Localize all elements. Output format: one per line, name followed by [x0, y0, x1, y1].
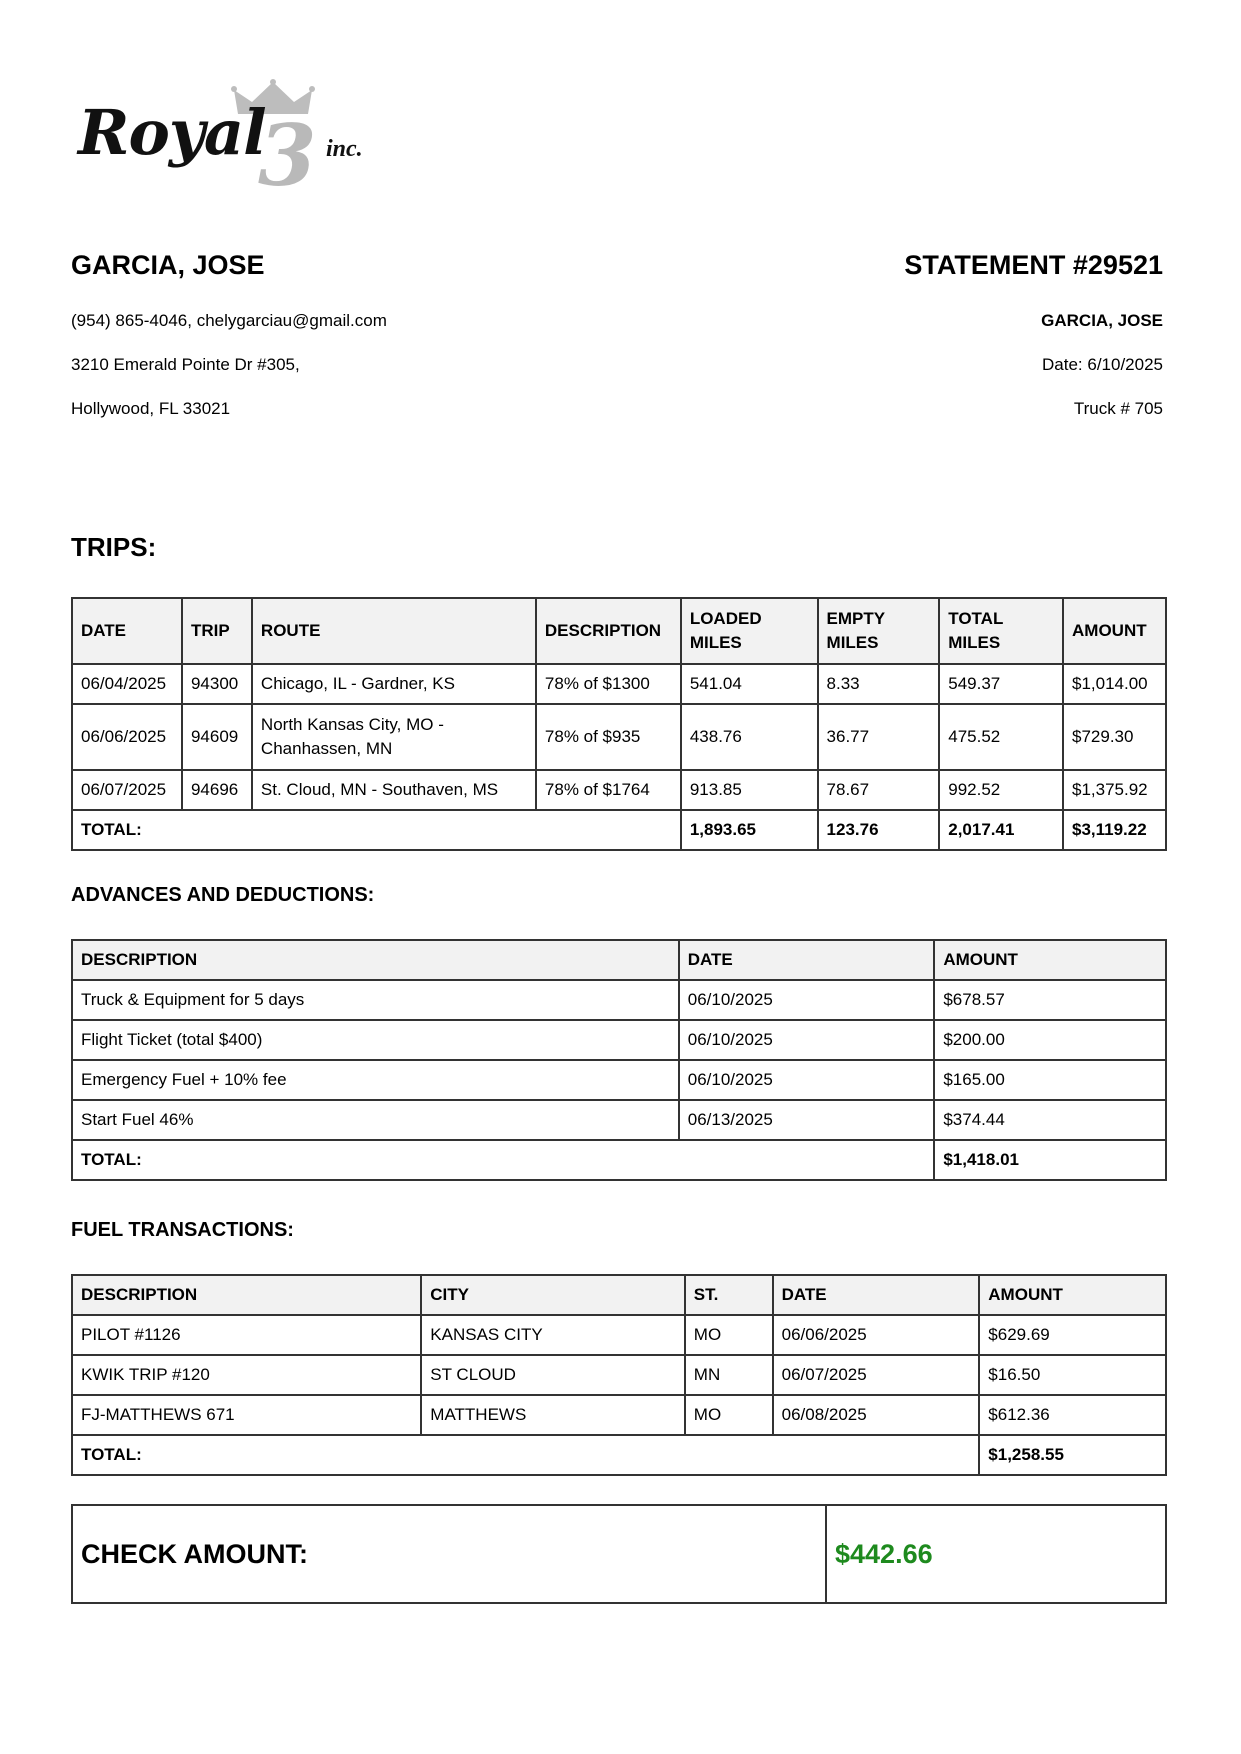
table-cell: ST CLOUD — [421, 1355, 685, 1395]
table-cell: 06/10/2025 — [679, 980, 935, 1020]
advances-header-row — [72, 940, 1166, 980]
total-label: TOTAL: — [72, 1140, 934, 1180]
statement-driver-name: GARCIA, JOSE — [1041, 311, 1163, 330]
total-row — [72, 1140, 1166, 1180]
total-cell: 2,017.41 — [939, 810, 1063, 850]
table-cell: FJ-MATTHEWS 671 — [72, 1395, 421, 1435]
table-row — [72, 1060, 1166, 1100]
total-cell: 1,893.65 — [681, 810, 818, 850]
company-logo — [78, 78, 378, 205]
column-header: TOTAL MILES — [939, 598, 1063, 664]
table-row — [72, 1395, 1166, 1435]
table-cell: $200.00 — [934, 1020, 1166, 1060]
table-cell: 913.85 — [681, 770, 818, 810]
table-cell: 06/07/2025 — [72, 770, 182, 810]
table-cell: $678.57 — [934, 980, 1166, 1020]
table-cell: 78.67 — [818, 770, 940, 810]
table-cell: 06/13/2025 — [679, 1100, 935, 1140]
table-cell: MO — [685, 1315, 773, 1355]
column-header: LOADED MILES — [681, 598, 818, 664]
column-header: CITY — [421, 1275, 685, 1315]
table-cell: Flight Ticket (total $400) — [72, 1020, 679, 1060]
table-cell: Emergency Fuel + 10% fee — [72, 1060, 679, 1100]
fuel-title: FUEL TRANSACTIONS: — [71, 1219, 294, 1241]
table-cell: 06/10/2025 — [679, 1020, 935, 1060]
table-cell: 8.33 — [818, 664, 940, 704]
column-header: AMOUNT — [1063, 598, 1166, 664]
table-cell: $165.00 — [934, 1060, 1166, 1100]
total-label: TOTAL: — [72, 810, 681, 850]
trips-header-row — [72, 598, 1166, 664]
table-cell: PILOT #1126 — [72, 1315, 421, 1355]
table-cell: 06/06/2025 — [72, 704, 182, 770]
table-row — [72, 1355, 1166, 1395]
column-header: AMOUNT — [979, 1275, 1166, 1315]
table-cell: 541.04 — [681, 664, 818, 704]
table-cell: 94609 — [182, 704, 252, 770]
table-cell: St. Cloud, MN - Southaven, MS — [252, 770, 536, 810]
column-header: DATE — [679, 940, 935, 980]
total-cell: $1,418.01 — [934, 1140, 1166, 1180]
column-header: DESCRIPTION — [72, 1275, 421, 1315]
table-row — [72, 664, 1166, 704]
column-header: ST. — [685, 1275, 773, 1315]
total-cell: $3,119.22 — [1063, 810, 1166, 850]
table-cell: 94696 — [182, 770, 252, 810]
driver-address-line1: 3210 Emerald Pointe Dr #305, — [71, 355, 300, 374]
table-row — [72, 704, 1166, 770]
column-header: DESCRIPTION — [536, 598, 681, 664]
table-cell: MATTHEWS — [421, 1395, 685, 1435]
logo-suffix: inc. — [326, 136, 363, 162]
column-header: DESCRIPTION — [72, 940, 679, 980]
total-label: TOTAL: — [72, 1435, 979, 1475]
total-row — [72, 1435, 1166, 1475]
table-row — [72, 1315, 1166, 1355]
table-cell: Start Fuel 46% — [72, 1100, 679, 1140]
check-amount-box — [71, 1504, 1167, 1604]
table-row — [72, 770, 1166, 810]
total-cell: $1,258.55 — [979, 1435, 1166, 1475]
table-cell: 78% of $935 — [536, 704, 681, 770]
table-cell: 06/10/2025 — [679, 1060, 935, 1100]
column-header: DATE — [72, 598, 182, 664]
trips-title: TRIPS: — [71, 532, 157, 562]
table-cell: 06/08/2025 — [773, 1395, 980, 1435]
advances-table — [71, 939, 1167, 1181]
table-row — [72, 1100, 1166, 1140]
table-cell: 78% of $1764 — [536, 770, 681, 810]
fuel-header-row — [72, 1275, 1166, 1315]
table-cell: $374.44 — [934, 1100, 1166, 1140]
table-cell: KWIK TRIP #120 — [72, 1355, 421, 1395]
table-cell: 475.52 — [939, 704, 1063, 770]
table-cell: 438.76 — [681, 704, 818, 770]
column-header: DATE — [773, 1275, 980, 1315]
check-row — [72, 1505, 1166, 1603]
table-cell: 06/06/2025 — [773, 1315, 980, 1355]
table-cell: 06/07/2025 — [773, 1355, 980, 1395]
advances-title: ADVANCES AND DEDUCTIONS: — [71, 884, 375, 906]
column-header: AMOUNT — [934, 940, 1166, 980]
table-cell: $1,014.00 — [1063, 664, 1166, 704]
column-header: EMPTY MILES — [818, 598, 940, 664]
fuel-table — [71, 1274, 1167, 1476]
table-cell: MN — [685, 1355, 773, 1395]
table-cell: $16.50 — [979, 1355, 1166, 1395]
check-amount-value: $442.66 — [826, 1505, 1166, 1603]
table-cell: $1,375.92 — [1063, 770, 1166, 810]
logo-number: 3 — [258, 106, 317, 205]
table-cell: MO — [685, 1395, 773, 1435]
table-row — [72, 1020, 1166, 1060]
table-cell: North Kansas City, MO - Chanhassen, MN — [252, 704, 536, 770]
column-header: ROUTE — [252, 598, 536, 664]
truck-number: Truck # 705 — [1073, 399, 1163, 418]
table-cell: 992.52 — [939, 770, 1063, 810]
table-cell: Truck & Equipment for 5 days — [72, 980, 679, 1020]
table-cell: 06/04/2025 — [72, 664, 182, 704]
table-cell: 94300 — [182, 664, 252, 704]
table-cell: 78% of $1300 — [536, 664, 681, 704]
total-cell: 123.76 — [818, 810, 940, 850]
column-header: TRIP — [182, 598, 252, 664]
trips-table — [71, 597, 1167, 851]
check-amount-label: CHECK AMOUNT: — [72, 1505, 826, 1603]
driver-address-line2: Hollywood, FL 33021 — [71, 399, 231, 418]
total-row — [72, 810, 1166, 850]
table-cell: $629.69 — [979, 1315, 1166, 1355]
driver-contact: (954) 865-4046, chelygarciau@gmail.com — [71, 311, 387, 330]
table-row — [72, 980, 1166, 1020]
logo-script: Royal — [78, 96, 266, 169]
table-cell: Chicago, IL - Gardner, KS — [252, 664, 536, 704]
table-cell: 36.77 — [818, 704, 940, 770]
table-cell: $729.30 — [1063, 704, 1166, 770]
statement-date: Date: 6/10/2025 — [1042, 355, 1163, 374]
driver-name: GARCIA, JOSE — [71, 250, 265, 280]
table-cell: $612.36 — [979, 1395, 1166, 1435]
statement-number: STATEMENT #29521 — [904, 250, 1163, 280]
table-cell: 549.37 — [939, 664, 1063, 704]
table-cell: KANSAS CITY — [421, 1315, 685, 1355]
